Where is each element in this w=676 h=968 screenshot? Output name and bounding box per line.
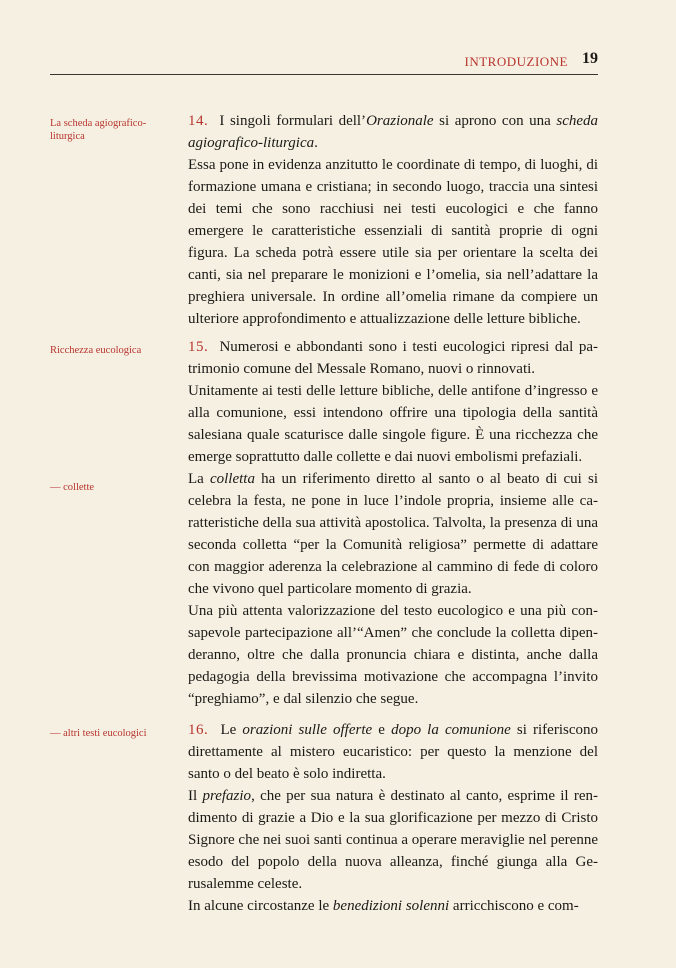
text-span: Le <box>220 722 243 738</box>
section-16-prefazio-paragraph <box>188 785 598 895</box>
italic-term: orazioni sulle offerte <box>242 722 373 738</box>
section-16-benedizioni-paragraph <box>188 895 598 917</box>
page-header <box>50 52 598 75</box>
italic-title: Orazionale <box>366 113 434 129</box>
section-number: 16. <box>188 722 209 738</box>
margin-note-altri-testi: — altri testi eucologici <box>50 728 147 739</box>
text-span: ha un riferimento diretto al santo o al beato di cui si celebra la festa, ne pone in luce l’indole propria, insieme alle caratteristiche della sua attività apostolica. Talvolta, la presenza di una seconda colletta “per la Comunità religiosa” permette di adattare con maggior aderenza la celebrazione al cammino di fede di coloro che vivono quel particolare momento di grazia. <box>188 471 598 597</box>
page-number: 19 <box>582 50 598 67</box>
italic-term: dopo la comunione <box>391 722 511 738</box>
text-span: si riferiscono direttamente al mistero eucaristico: per questo la menzione del santo o del beato è solo indiretta. <box>188 722 598 782</box>
section-14 <box>188 110 598 330</box>
italic-term: scheda agiografico-liturgica <box>188 113 599 151</box>
section-15 <box>188 336 598 710</box>
section-14-paragraph: Essa pone in evidenza anzitutto le coordinate di tempo, di luoghi, di formazione umana e cristiana; in secondo luogo, traccia una sintesi dei temi che sono racchiusi nei testi eucologici e che fanno emergere le caratteristiche essenziali di santità proprie di ogni figura. La scheda potrà essere utile sia per orientare la scelta dei canti, sia nel preparare le monizioni e l’omelia, sia nell’adattare la preghiera universale. In ordine all’omelia rimane da compiere un ulteriore approfondimento e attualizzazione delle letture bibliche. <box>188 157 598 327</box>
text-span: . <box>314 135 318 151</box>
text-span: I singoli formulari dell’ <box>219 113 367 129</box>
section-15-paragraph: Unitamente ai testi delle letture bibliche, delle antifone d’ingresso e alla comunione, essi intendono offrire una tipologia della santità salesiana quale scaturisce dalle singole figure. È una ricchezza che emerge soprattutto dalle collette e dai nuovi embolismi prefaziali. <box>188 383 598 465</box>
text-span: e <box>372 722 392 738</box>
section-number: 14. <box>188 113 209 129</box>
italic-term: colletta <box>209 471 255 487</box>
text-span: In alcune circostanze le <box>188 898 333 914</box>
margin-note-scheda: La scheda agiografico-liturgica <box>50 118 147 142</box>
margin-note-ricchezza: Ricchezza eucologica <box>50 345 142 356</box>
section-number: 15. <box>188 339 209 355</box>
section-15-colletta-paragraph <box>188 468 598 600</box>
margin-note-collette: — collette <box>50 482 95 493</box>
italic-term: benedizioni solenni <box>332 898 450 914</box>
running-head: INTRODUZIONE <box>464 54 568 69</box>
text-span: , che per sua natura è destinato al canto, esprime il rendimento di grazie a Dio e la sua glorificazione per mezzo di Cristo Signore che nei suoi santi continua a operare meraviglie nel perenne esodo del popolo della nuova alleanza, finché giunga alla Gerusalemme celeste. <box>188 788 598 892</box>
italic-term: prefazio <box>202 788 252 804</box>
section-15-intro <box>188 336 598 380</box>
text-span: La <box>188 471 210 487</box>
section-16 <box>188 719 598 917</box>
text-span: si aprono con una <box>433 113 557 129</box>
section-16-intro <box>188 719 598 785</box>
text-span: Il <box>188 788 203 804</box>
text-span: Numerosi e abbondanti sono i testi eucologici ripresi dal patrimonio comune del Messale Romano, nuovi o rinnovati. <box>188 339 599 377</box>
section-15-paragraph: Una più attenta valorizzazione del testo eucologico e una più consapevole partecipazione all’“Amen” che conclude la colletta dipenderanno, oltre che dalla pronuncia chiara e distinta, anche dalla pedagogia della brevissima motivazione che accompagna l’invito “preghiamo”, e dal silenzio che segue. <box>188 603 598 707</box>
section-14-intro <box>188 110 598 154</box>
text-span: arricchiscono e com- <box>449 898 579 914</box>
